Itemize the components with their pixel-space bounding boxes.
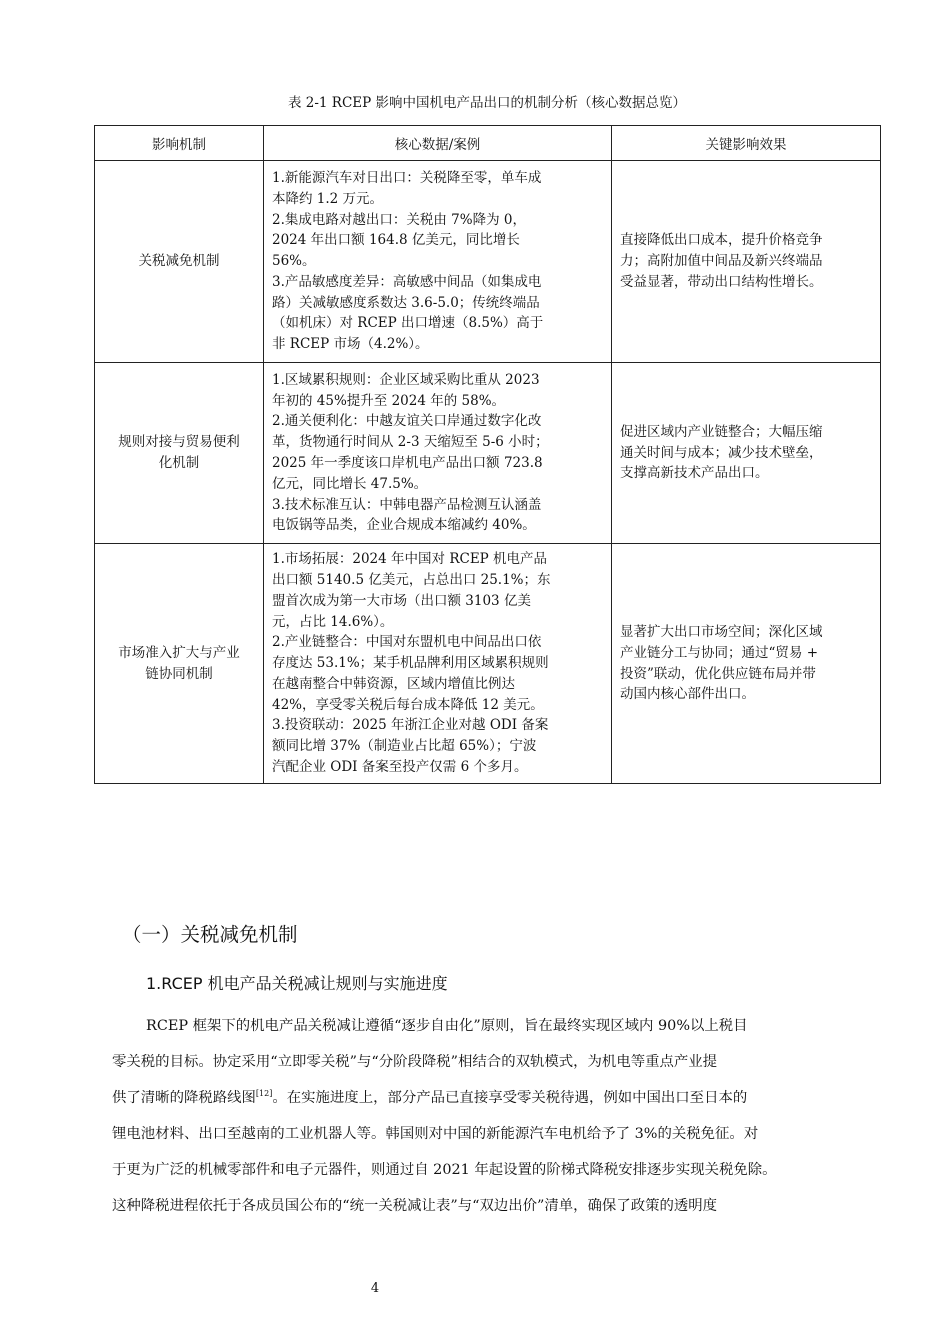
- core-data-cell: [264, 363, 612, 544]
- effect-line: 受益显著，带动出口结构性增长。: [620, 273, 823, 290]
- effect-line: 通关时间与成本；减少技术壁垒，: [620, 444, 823, 461]
- body-line: 锂电池材料、出口至越南的工业机器人等。韩国则对中国的新能源汽车电机给予了 3%的关税免征。对: [112, 1126, 759, 1142]
- section-heading: （一）关税减免机制: [122, 923, 298, 946]
- body-text: 供了清晰的降税路线图: [112, 1090, 256, 1106]
- data-line: 56%。: [272, 253, 316, 270]
- data-line: 在越南整合中韩资源，区域内增值比例达: [272, 675, 515, 692]
- data-line: 2.产业链整合：中国对东盟机电中间品出口依: [272, 634, 542, 651]
- body-line: 于更为广泛的机械零部件和电子元器件，则通过自 2021 年起设置的阶梯式降税安排逐步实现关税免除。: [112, 1162, 777, 1178]
- table-row: [95, 363, 881, 544]
- effect-line: 直接降低出口成本，提升价格竞争: [620, 232, 823, 249]
- data-line: 3.产品敏感度差异：高敏感中间品（如集成电: [272, 273, 542, 290]
- body-line: RCEP 框架下的机电产品关税减让遵循“逐步自由化”原则，旨在最终实现区域内 90%以上税目: [146, 1018, 748, 1034]
- data-line: 1.区域累积规则：企业区域采购比重从 2023: [272, 371, 540, 388]
- mechanism-cell: [95, 544, 264, 784]
- mechanism-label: 链协同机制: [145, 665, 213, 682]
- effect-line: 动国内核心部件出口。: [620, 686, 755, 703]
- data-line: 额同比增 37%（制造业占比超 65%）；宁波: [272, 738, 537, 755]
- data-line: 元，占比 14.6%）。: [272, 613, 394, 630]
- mechanism-cell: [95, 161, 264, 363]
- effect-cell: [612, 161, 881, 363]
- data-line: 1.市场拓展：2024 年中国对 RCEP 机电产品: [272, 551, 548, 568]
- body-line: [112, 1080, 860, 1116]
- subsection-heading: 1.RCEP 机电产品关税减让规则与实施进度: [146, 974, 448, 993]
- effect-line: 产业链分工与协同；通过“贸易 +: [620, 644, 819, 661]
- mechanism-label: 规则对接与贸易便利: [118, 434, 240, 451]
- data-line: （如机床）对 RCEP 出口增速（8.5%）高于: [272, 315, 544, 332]
- data-line: 3.投资联动：2025 年浙江企业对越 ODI 备案: [272, 717, 549, 734]
- data-line: 存度达 53.1%；某手机品牌利用区域累积规则: [272, 655, 549, 672]
- effect-line: 促进区域内产业链整合；大幅压缩: [620, 423, 823, 440]
- data-line: 盟首次成为第一大市场（出口额 3103 亿美: [272, 592, 531, 609]
- data-line: 3.技术标准互认：中韩电器产品检测互认涵盖: [272, 496, 542, 513]
- effect-line: 显著扩大出口市场空间；深化区域: [620, 623, 823, 640]
- data-line: 非 RCEP 市场（4.2%）。: [272, 336, 429, 353]
- data-line: 亿元，同比增长 47.5%。: [272, 475, 428, 492]
- page-number: 4: [370, 1281, 380, 1296]
- data-line: 出口额 5140.5 亿美元，占总出口 25.1%；东: [272, 571, 551, 588]
- data-line: 电饭锅等品类，企业合规成本缩减约 40%。: [272, 517, 536, 534]
- data-line: 本降约 1.2 万元。: [272, 190, 384, 207]
- citation-reference[interactable]: [12]: [255, 1089, 273, 1098]
- data-line: 路）关减敏感度系数达 3.6-5.0；传统终端品: [272, 294, 540, 311]
- effect-line: 投资”联动，优化供应链布局并带: [620, 665, 816, 682]
- effect-cell: [612, 544, 881, 784]
- header-core-data: 核心数据/案例: [264, 126, 612, 161]
- body-line: 零关税的目标。协定采用“立即零关税”与“分阶段降税”相结合的双轨模式，为机电等重点产业提: [112, 1054, 718, 1070]
- data-line: 年初的 45%提升至 2024 年的 58%。: [272, 392, 506, 409]
- header-mechanism: 影响机制: [95, 126, 264, 161]
- mechanism-table: [94, 125, 881, 784]
- effect-cell: [612, 363, 881, 544]
- data-line: 1.新能源汽车对日出口：关税降至零，单车成: [272, 169, 542, 186]
- body-text: 。在实施进度上，部分产品已直接享受零关税待遇，例如中国出口至日本的: [272, 1090, 748, 1106]
- data-line: 2.通关便利化：中越友谊关口岸通过数字化改: [272, 413, 542, 430]
- mechanism-label: 化机制: [158, 455, 200, 471]
- data-line: 2024 年出口额 164.8 亿美元，同比增长: [272, 232, 520, 249]
- effect-line: 支撑高新技术产品出口。: [620, 465, 769, 482]
- data-line: 42%，享受零关税后每台成本降低 12 美元。: [272, 696, 544, 713]
- body-paragraph: [112, 1008, 860, 1224]
- data-line: 2025 年一季度该口岸机电产品出口额 723.8: [272, 455, 543, 471]
- table-row: [95, 544, 881, 784]
- core-data-cell: [264, 161, 612, 363]
- mechanism-cell: [95, 363, 264, 544]
- data-line: 革，货物通行时间从 2-3 天缩短至 5-6 小时；: [272, 434, 549, 451]
- header-key-effect: 关键影响效果: [612, 126, 881, 161]
- table-row: [95, 161, 881, 363]
- data-line: 2.集成电路对越出口：关税由 7%降为 0，: [272, 211, 526, 228]
- core-data-cell: [264, 544, 612, 784]
- mechanism-label: 关税减免机制: [138, 253, 220, 270]
- data-line: 汽配企业 ODI 备案至投产仅需 6 个多月。: [272, 759, 528, 776]
- table-header-row: [95, 126, 881, 161]
- effect-line: 力；高附加值中间品及新兴终端品: [620, 253, 823, 270]
- mechanism-label: 市场准入扩大与产业: [118, 644, 240, 661]
- table-caption: 表 2-1 RCEP 影响中国机电产品出口的机制分析（核心数据总览）: [287, 95, 687, 111]
- body-line: 这种降税进程依托于各成员国公布的“统一关税减让表”与“双边出价”清单，确保了政策的透明度: [112, 1198, 718, 1214]
